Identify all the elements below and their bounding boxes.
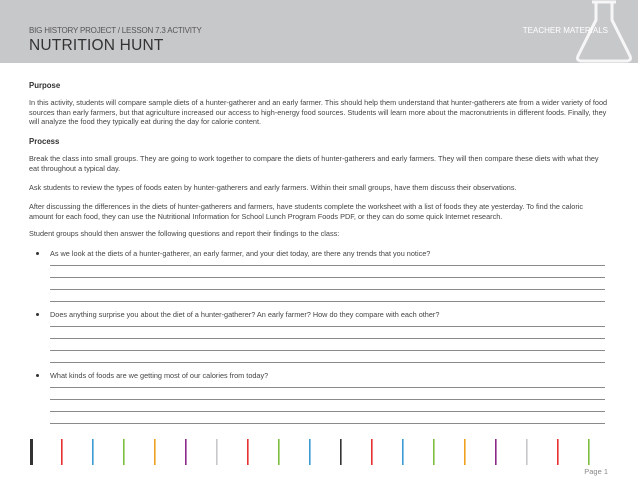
question-text: Does anything surprise you about the diet of a hunter-gatherer? An early farmer? How do they compare with each other? (50, 310, 440, 319)
color-bar (433, 439, 435, 465)
answer-line[interactable] (50, 289, 605, 290)
answer-line[interactable] (50, 301, 605, 302)
lesson-kicker: BIG HISTORY PROJECT / LESSON 7.3 ACTIVITY (29, 26, 202, 35)
answer-line[interactable] (50, 338, 605, 339)
page-header (0, 0, 638, 63)
color-bar (340, 439, 342, 465)
process-paragraph-2: Ask students to review the types of foods eaten by hunter-gatherers and early farmers. Within their small groups, have them discuss their observations. (29, 183, 517, 192)
flask-icon (570, 0, 638, 63)
footer-color-bars (0, 437, 638, 467)
answer-line[interactable] (50, 277, 605, 278)
answer-line[interactable] (50, 350, 605, 351)
color-bar (216, 439, 218, 465)
color-bar (278, 439, 280, 465)
answer-line[interactable] (50, 265, 605, 266)
color-bar (92, 439, 94, 465)
color-bar (61, 439, 63, 465)
answer-line[interactable] (50, 362, 605, 363)
color-bar (464, 439, 466, 465)
question-text: What kinds of foods are we getting most of our calories from today? (50, 371, 269, 380)
color-bar (495, 439, 497, 465)
process-paragraph-3: After discussing the differences in the diets of hunter-gatherers and farmers, have students complete the worksheet with a list of foods they ate yesterday. To find the caloric amount for each food, they can use the Nutritional Information for School Lunch Program Foods PDF, or they can do some quick Internet research. (29, 202, 584, 221)
process-heading: Process (29, 137, 60, 146)
color-bar (371, 439, 373, 465)
answer-line[interactable] (50, 399, 605, 400)
answer-line[interactable] (50, 411, 605, 412)
answer-line[interactable] (50, 387, 605, 388)
color-bar (526, 439, 528, 465)
color-bar (185, 439, 187, 465)
color-bar (123, 439, 125, 465)
page-number: Page 1 (584, 467, 608, 476)
page-title: NUTRITION HUNT (29, 37, 164, 54)
color-bar (30, 439, 33, 465)
color-bar (588, 439, 590, 465)
process-paragraph-1: Break the class into small groups. They are going to work together to compare the diets of hunter-gatherers and early farmers. They will then compare these diets with what they eat throughout a typical day. (29, 154, 599, 173)
color-bar (309, 439, 311, 465)
question-text: As we look at the diets of a hunter-gatherer, an early farmer, and your diet today, are there any trends that you notice? (50, 249, 431, 258)
answer-line[interactable] (50, 326, 605, 327)
bullet-icon (36, 252, 39, 255)
color-bar (402, 439, 404, 465)
purpose-heading: Purpose (29, 81, 61, 90)
bullet-icon (36, 374, 39, 377)
bullet-icon (36, 313, 39, 316)
teacher-materials-badge: TEACHER MATERIALS (522, 26, 608, 35)
color-bar (154, 439, 156, 465)
color-bar (247, 439, 249, 465)
answer-line[interactable] (50, 423, 605, 424)
color-bar (557, 439, 559, 465)
purpose-text: In this activity, students will compare sample diets of a hunter-gatherer and an early farmer. This should help them understand that hunter-gatherers ate from a wider variety of food sources than early farmers, but that agriculture increased our access to high-energy food sources. Students will learn more about the macronutrients in different foods. Finally, they will analyze the food they typically eat during the day for calorie content. (29, 98, 608, 127)
process-paragraph-4: Student groups should then answer the following questions and report their findings to the class: (29, 229, 340, 238)
